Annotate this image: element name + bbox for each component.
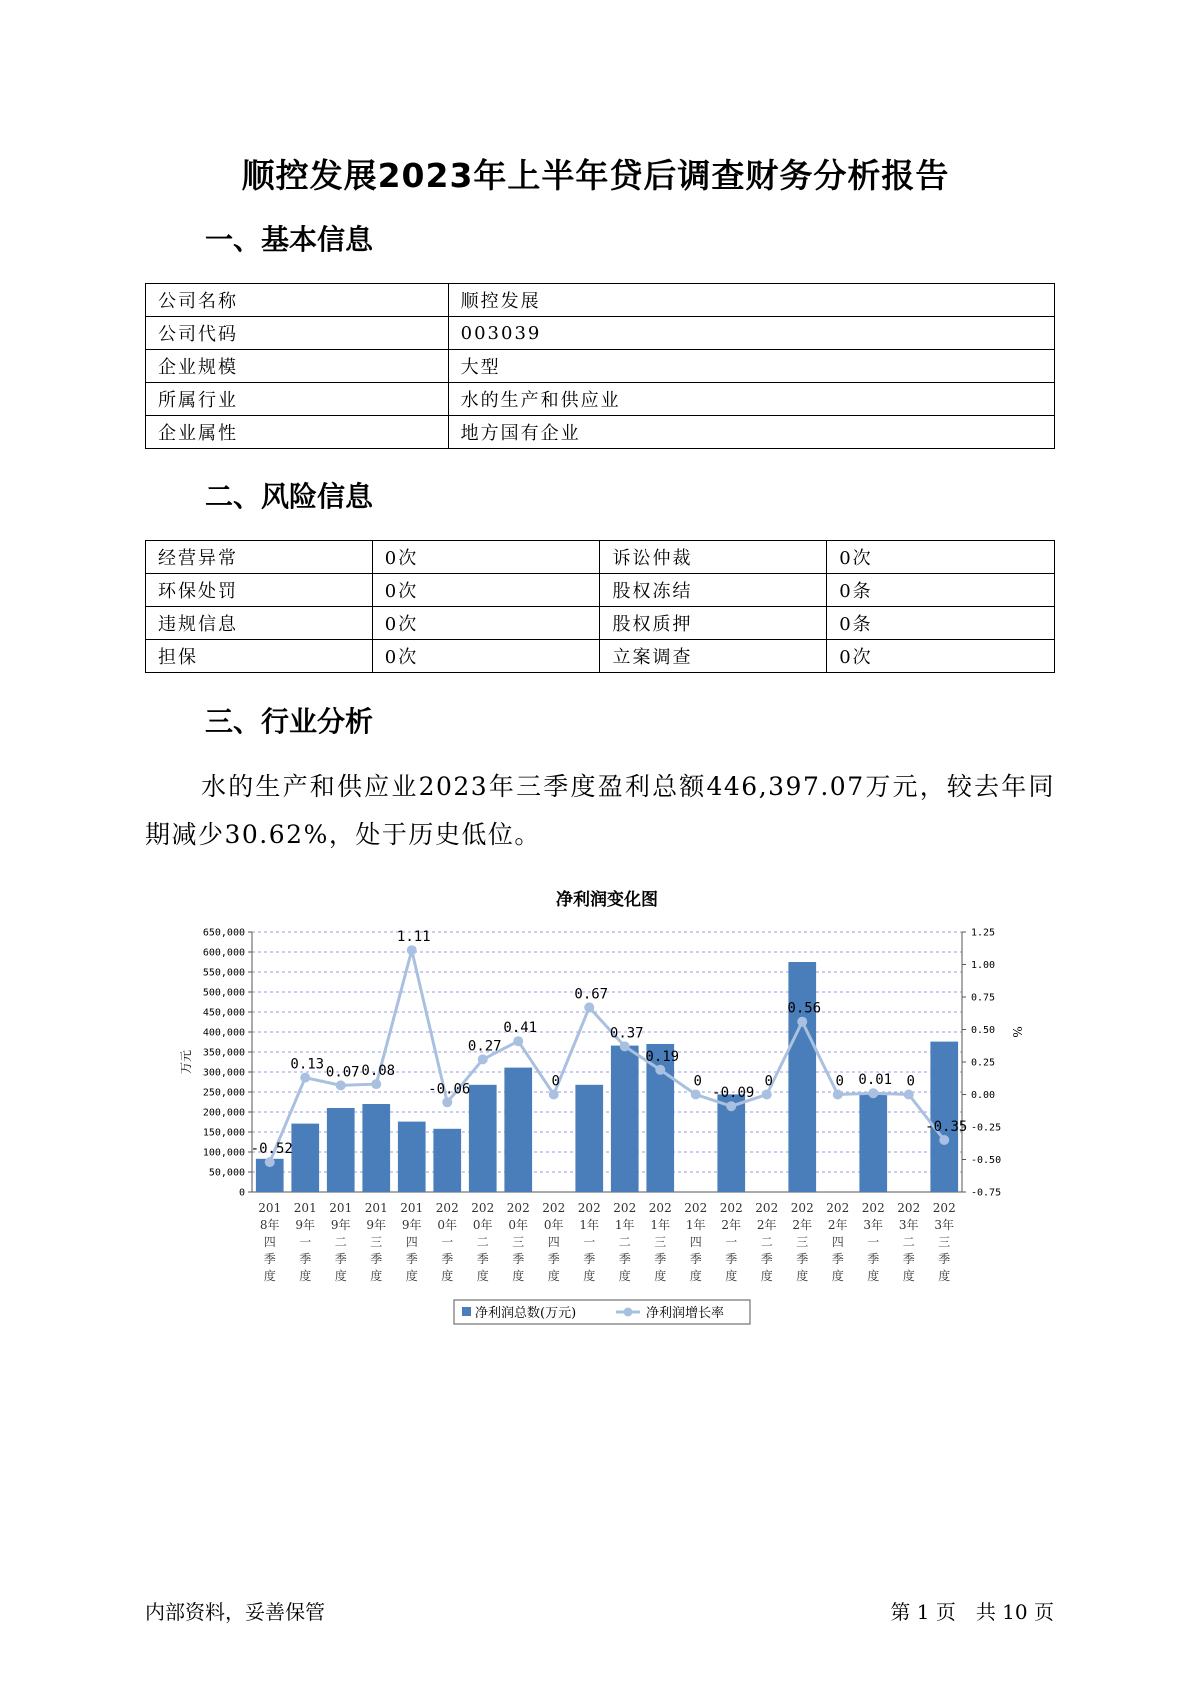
y2-tick-label: -0.25: [971, 1122, 1002, 1134]
x-tick-label: 度: [654, 1269, 667, 1283]
risk-info-cell: 环保处罚: [146, 574, 373, 607]
x-tick-label: 一: [583, 1235, 596, 1249]
risk-info-cell: 0次: [372, 541, 600, 574]
basic-info-row: [146, 383, 1055, 416]
risk-info-cell: 0条: [827, 607, 1055, 640]
x-tick-label: 季: [689, 1252, 702, 1266]
growth-rate-point: [620, 1041, 630, 1051]
y2-tick-label: -0.50: [971, 1155, 1002, 1166]
x-tick-label: 季: [902, 1252, 915, 1266]
x-tick-label: 1年: [685, 1218, 706, 1232]
y-tick-label: 400,000: [202, 1027, 245, 1039]
risk-info-cell: 0条: [827, 574, 1055, 607]
basic-info-cell: 顺控发展: [448, 284, 1054, 317]
legend-label-net-profit: 净利润总数(万元): [475, 1306, 577, 1321]
x-tick-label: 季: [654, 1252, 667, 1266]
y-axis-title: 万元: [179, 1049, 193, 1075]
x-tick-label: 季: [441, 1252, 454, 1266]
risk-info-cell: 经营异常: [146, 541, 373, 574]
x-tick-label: 3年: [898, 1218, 919, 1232]
x-tick-label: 度: [760, 1269, 773, 1283]
x-tick-label: 季: [760, 1252, 773, 1266]
x-tick-label: 201: [400, 1201, 424, 1215]
bar: [504, 1068, 532, 1192]
bar: [575, 1085, 603, 1192]
x-tick-label: 度: [512, 1269, 525, 1283]
risk-info-cell: 诉讼仲裁: [600, 541, 827, 574]
growth-rate-label: 0.01: [858, 1072, 893, 1089]
net-profit-chart: [160, 880, 1040, 1340]
risk-info-cell: 担保: [146, 640, 373, 673]
x-tick-label: 3年: [934, 1218, 955, 1232]
growth-rate-point: [868, 1088, 878, 1098]
footer-confidential-note: 内部资料，妥善保管: [145, 1600, 325, 1624]
risk-info-cell: 立案调查: [600, 640, 827, 673]
x-tick-label: 0年: [472, 1218, 493, 1232]
x-tick-label: 季: [334, 1252, 347, 1266]
x-tick-label: 季: [725, 1252, 738, 1266]
x-tick-label: 季: [263, 1252, 276, 1266]
growth-rate-label: 0.37: [609, 1025, 644, 1042]
x-tick-label: 0年: [543, 1218, 564, 1232]
risk-info-cell: 0次: [827, 640, 1055, 673]
x-tick-label: 季: [512, 1252, 525, 1266]
legend-swatch-point: [624, 1308, 633, 1317]
x-tick-label: 202: [790, 1201, 814, 1215]
x-tick-label: 0年: [437, 1218, 458, 1232]
x-tick-label: 季: [618, 1252, 631, 1266]
x-tick-label: 202: [755, 1201, 779, 1215]
basic-info-cell: 所属行业: [146, 383, 449, 416]
growth-rate-point: [442, 1097, 452, 1107]
x-tick-label: 三: [938, 1235, 951, 1249]
growth-rate-point: [655, 1065, 665, 1075]
x-tick-label: 二: [334, 1235, 347, 1249]
x-tick-label: 季: [583, 1252, 596, 1266]
x-tick-label: 9年: [295, 1218, 316, 1232]
bar: [859, 1095, 887, 1192]
growth-rate-point: [904, 1090, 914, 1100]
x-tick-label: 季: [867, 1252, 880, 1266]
x-tick-label: 四: [831, 1235, 844, 1249]
growth-rate-point: [478, 1054, 488, 1064]
page-title: 顺控发展2023年上半年贷后调查财务分析报告: [241, 156, 950, 195]
x-tick-label: 三: [370, 1235, 383, 1249]
x-tick-label: 三: [654, 1235, 667, 1249]
x-tick-label: 度: [867, 1269, 880, 1283]
x-tick-label: 202: [435, 1201, 459, 1215]
x-tick-label: 一: [441, 1235, 454, 1249]
section-heading-risk-info: 二、风险信息: [205, 480, 374, 513]
y2-tick-label: 0.50: [971, 1025, 996, 1036]
risk-info-cell: 股权质押: [600, 607, 827, 640]
risk-info-row: [146, 574, 1055, 607]
y-tick-label: 650,000: [202, 927, 245, 939]
y2-tick-label: 1.00: [971, 960, 996, 971]
bar: [930, 1042, 958, 1192]
bar: [788, 962, 816, 1192]
x-tick-label: 1年: [579, 1218, 600, 1232]
growth-rate-label: 0.67: [574, 986, 609, 1003]
growth-rate-label: 0.13: [290, 1056, 325, 1073]
growth-rate-label: 1.11: [396, 929, 431, 946]
x-tick-label: 2年: [792, 1218, 813, 1232]
growth-rate-label: 0: [551, 1073, 560, 1090]
growth-rate-point: [300, 1073, 310, 1083]
x-tick-label: 度: [476, 1269, 489, 1283]
x-tick-label: 2年: [756, 1218, 777, 1232]
x-tick-label: 度: [938, 1269, 951, 1283]
growth-rate-label: 0: [764, 1073, 773, 1090]
y-tick-label: 600,000: [202, 947, 245, 959]
basic-info-cell: 水的生产和供应业: [448, 383, 1054, 416]
x-tick-label: 二: [476, 1235, 489, 1249]
basic-info-cell: 003039: [448, 317, 1054, 350]
growth-rate-label: -0.35: [925, 1119, 968, 1135]
growth-rate-point: [265, 1157, 275, 1167]
x-tick-label: 201: [293, 1201, 317, 1215]
basic-info-row: [146, 284, 1055, 317]
legend-swatch-bar: [462, 1307, 471, 1316]
section-heading-basic-info: 一、基本信息: [205, 223, 374, 256]
basic-info-cell: 企业规模: [146, 350, 449, 383]
growth-rate-point: [833, 1090, 843, 1100]
x-tick-label: 度: [441, 1269, 454, 1283]
x-tick-label: 2年: [827, 1218, 848, 1232]
x-tick-label: 度: [263, 1269, 276, 1283]
risk-info-row: [146, 607, 1055, 640]
x-tick-label: 度: [299, 1269, 312, 1283]
chart-title: 净利润变化图: [556, 890, 658, 910]
y-tick-label: 50,000: [208, 1167, 245, 1179]
x-tick-label: 9年: [330, 1218, 351, 1232]
growth-rate-label: -0.06: [428, 1081, 471, 1098]
x-tick-label: 1年: [614, 1218, 635, 1232]
x-tick-label: 0年: [508, 1218, 529, 1232]
growth-rate-label: 0: [693, 1073, 702, 1090]
risk-info-cell: 股权冻结: [600, 574, 827, 607]
risk-info-table: [145, 540, 1055, 673]
x-tick-label: 202: [932, 1201, 956, 1215]
growth-rate-point: [549, 1090, 559, 1100]
y-tick-label: 500,000: [202, 987, 245, 999]
growth-rate-point: [691, 1090, 701, 1100]
y-tick-label: 250,000: [202, 1087, 245, 1099]
bar: [433, 1129, 461, 1192]
x-tick-label: 9年: [401, 1218, 422, 1232]
risk-info-cell: 0次: [372, 574, 600, 607]
risk-info-row: [146, 640, 1055, 673]
x-tick-label: 202: [542, 1201, 566, 1215]
x-tick-label: 三: [796, 1235, 809, 1249]
y-tick-label: 100,000: [202, 1147, 245, 1159]
bar: [291, 1124, 319, 1192]
growth-rate-label: -0.52: [250, 1141, 293, 1158]
basic-info-cell: 大型: [448, 350, 1054, 383]
growth-rate-label: 0.56: [787, 1000, 822, 1017]
x-tick-label: 3年: [863, 1218, 884, 1232]
x-tick-label: 季: [370, 1252, 383, 1266]
y2-axis-title: %: [1010, 1026, 1024, 1038]
x-tick-label: 一: [725, 1235, 738, 1249]
y-tick-label: 0: [238, 1187, 245, 1199]
risk-info-row: [146, 541, 1055, 574]
x-tick-label: 202: [719, 1201, 743, 1215]
x-tick-label: 度: [796, 1269, 809, 1283]
basic-info-cell: 公司名称: [146, 284, 449, 317]
x-tick-label: 202: [897, 1201, 921, 1215]
x-tick-label: 度: [370, 1269, 383, 1283]
footer-page-number: 第 1 页 共 10 页: [890, 1600, 1054, 1624]
x-tick-label: 8年: [259, 1218, 280, 1232]
x-tick-label: 季: [476, 1252, 489, 1266]
growth-rate-point: [371, 1079, 381, 1089]
x-tick-label: 1年: [650, 1218, 671, 1232]
x-tick-label: 季: [831, 1252, 844, 1266]
x-tick-label: 度: [831, 1269, 844, 1283]
x-tick-label: 202: [506, 1201, 530, 1215]
bar: [398, 1122, 426, 1192]
growth-rate-label: 0.41: [503, 1020, 538, 1037]
x-tick-label: 度: [583, 1269, 596, 1283]
risk-info-cell: 0次: [372, 640, 600, 673]
basic-info-cell: 地方国有企业: [448, 416, 1054, 449]
x-tick-label: 201: [364, 1201, 388, 1215]
growth-rate-point: [336, 1080, 346, 1090]
growth-rate-label: 0: [906, 1073, 915, 1090]
growth-rate-point: [584, 1002, 594, 1012]
x-tick-label: 2年: [721, 1218, 742, 1232]
x-tick-label: 度: [902, 1269, 915, 1283]
x-tick-label: 202: [826, 1201, 850, 1215]
growth-rate-point: [797, 1017, 807, 1027]
x-tick-label: 201: [258, 1201, 282, 1215]
x-tick-label: 度: [334, 1269, 347, 1283]
x-tick-label: 9年: [366, 1218, 387, 1232]
growth-rate-point: [407, 945, 417, 955]
x-tick-label: 四: [547, 1235, 560, 1249]
y2-tick-label: 1.25: [971, 927, 996, 939]
growth-rate-point: [513, 1036, 523, 1046]
x-tick-label: 度: [547, 1269, 560, 1283]
growth-rate-label: -0.09: [712, 1085, 755, 1102]
x-tick-label: 三: [512, 1235, 525, 1249]
growth-rate-label: 0: [835, 1073, 844, 1090]
basic-info-cell: 企业属性: [146, 416, 449, 449]
section-heading-industry-analysis: 三、行业分析: [205, 705, 374, 738]
x-tick-label: 202: [684, 1201, 708, 1215]
x-tick-label: 度: [725, 1269, 738, 1283]
y2-tick-label: 0.25: [971, 1057, 996, 1069]
growth-rate-point: [762, 1090, 772, 1100]
x-tick-label: 一: [299, 1235, 312, 1249]
x-tick-label: 202: [613, 1201, 637, 1215]
net-profit-chart-svg: [160, 880, 1040, 1340]
x-tick-label: 季: [796, 1252, 809, 1266]
x-tick-label: 202: [577, 1201, 601, 1215]
basic-info-row: [146, 416, 1055, 449]
y2-tick-label: -0.75: [971, 1187, 1002, 1199]
x-tick-label: 二: [760, 1235, 773, 1249]
x-tick-label: 度: [689, 1269, 702, 1283]
x-tick-label: 四: [405, 1235, 418, 1249]
x-tick-label: 一: [867, 1235, 880, 1249]
basic-info-row: [146, 317, 1055, 350]
industry-analysis-paragraph: 水的生产和供应业2023年三季度盈利总额446,397.07万元，较去年同期减少30.62%，处于历史低位。: [145, 772, 1055, 849]
legend-label-growth-rate: 净利润增长率: [646, 1306, 725, 1321]
growth-rate-point: [726, 1101, 736, 1111]
x-tick-label: 201: [329, 1201, 353, 1215]
x-tick-label: 季: [938, 1252, 951, 1266]
y-tick-label: 300,000: [202, 1067, 245, 1079]
x-tick-label: 季: [405, 1252, 418, 1266]
bar: [611, 1046, 639, 1192]
x-tick-label: 度: [618, 1269, 631, 1283]
y2-tick-label: 0.00: [971, 1090, 996, 1101]
x-tick-label: 二: [902, 1235, 915, 1249]
bar: [362, 1104, 390, 1192]
growth-rate-point: [939, 1135, 949, 1145]
x-tick-label: 度: [405, 1269, 418, 1283]
x-tick-label: 四: [689, 1235, 702, 1249]
basic-info-cell: 公司代码: [146, 317, 449, 350]
growth-rate-label: 0.07: [325, 1064, 360, 1081]
bar: [327, 1108, 355, 1192]
growth-rate-label: 0.08: [361, 1063, 396, 1080]
basic-info-row: [146, 350, 1055, 383]
growth-rate-label: 0.19: [645, 1048, 680, 1065]
risk-info-cell: 0次: [827, 541, 1055, 574]
y-tick-label: 150,000: [202, 1127, 245, 1139]
x-tick-label: 季: [299, 1252, 312, 1266]
y2-tick-label: 0.75: [971, 992, 996, 1004]
risk-info-cell: 0次: [372, 607, 600, 640]
bar: [469, 1085, 497, 1192]
y-tick-label: 350,000: [202, 1047, 245, 1059]
y-tick-label: 550,000: [202, 967, 245, 979]
y-tick-label: 200,000: [202, 1107, 245, 1119]
x-tick-label: 202: [648, 1201, 672, 1215]
x-tick-label: 季: [547, 1252, 560, 1266]
x-tick-label: 202: [861, 1201, 885, 1215]
y-tick-label: 450,000: [202, 1007, 245, 1019]
x-tick-label: 四: [263, 1235, 276, 1249]
x-tick-label: 202: [471, 1201, 495, 1215]
growth-rate-label: 0.27: [467, 1038, 502, 1055]
x-tick-label: 二: [618, 1235, 631, 1249]
risk-info-cell: 违规信息: [146, 607, 373, 640]
basic-info-table: [145, 283, 1055, 449]
